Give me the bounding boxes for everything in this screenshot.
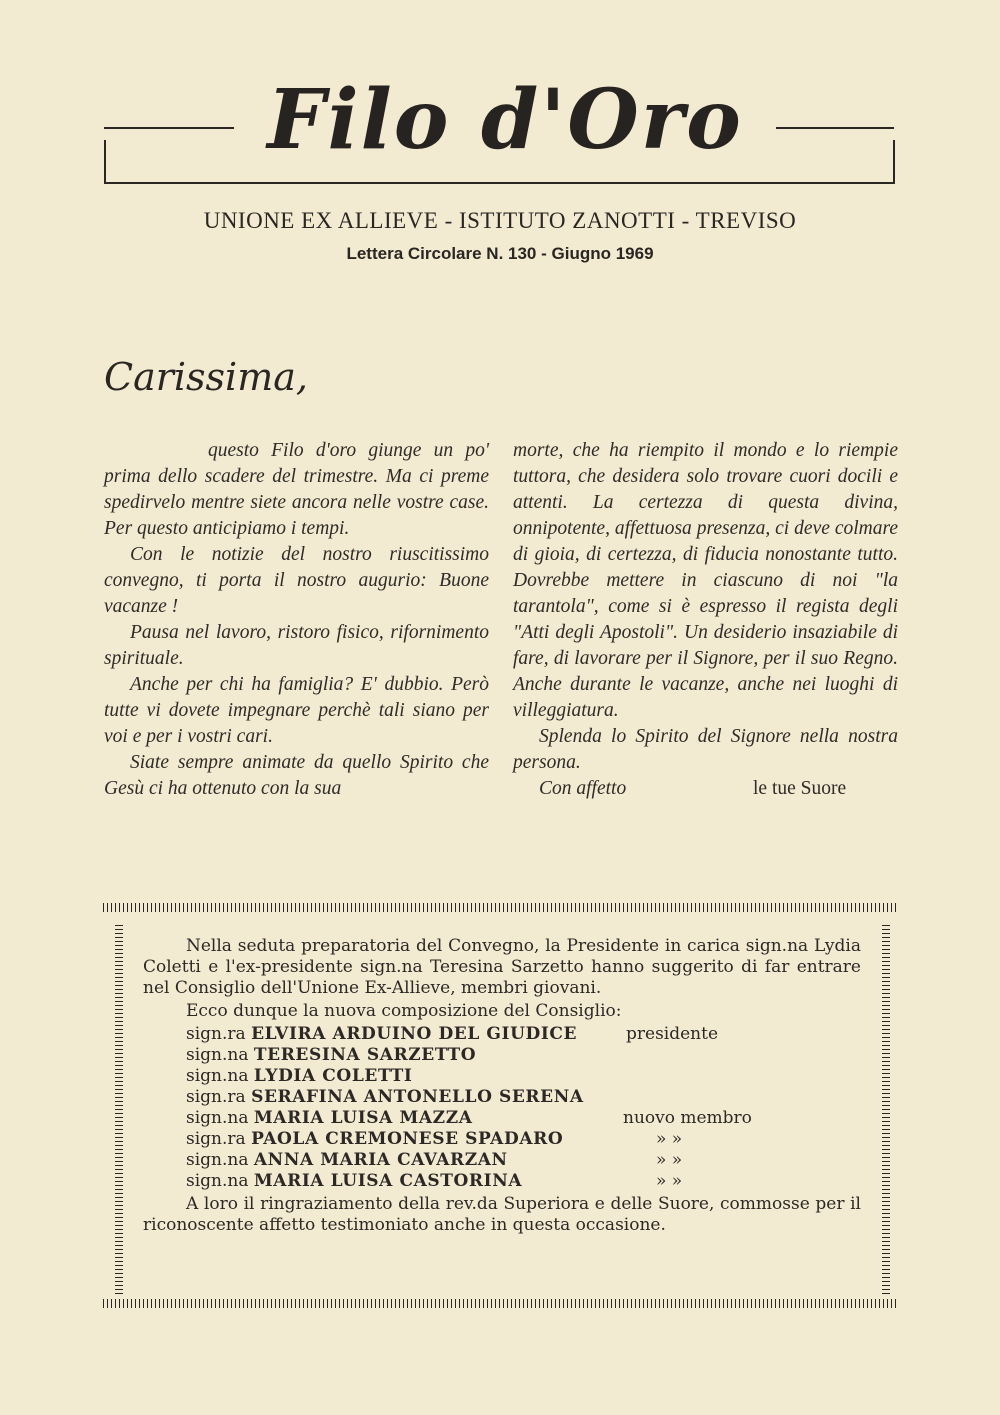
- notice-closing: A loro il ringraziamento della rev.da Superiora e delle Suore, commosse per il riconoscente affetto testimoniato anche in questa occasione.: [143, 1194, 861, 1235]
- council-member: [186, 1171, 861, 1192]
- letter-paragraph: Anche per chi ha famiglia? E' dubbio. Però tutte vi dovete impegnare perchè tali siano per voi e per i vostri cari.: [104, 674, 489, 747]
- member-title: sign.na: [186, 1150, 254, 1170]
- masthead-rule-bottom: [104, 182, 895, 184]
- notice-border-bottom: [103, 1299, 896, 1308]
- salutation: Carissima,: [104, 355, 308, 399]
- council-member: [186, 1129, 861, 1150]
- member-name: TERESINA SARZETTO: [253, 1045, 477, 1065]
- masthead-rule-right: [776, 127, 894, 129]
- masthead-frame-right: [893, 140, 895, 182]
- notice-intro: Nella seduta preparatoria del Convegno, la Presidente in carica sign.na Lydia Coletti e l'ex-presidente sign.na Teresina Sarzetto hanno suggerito di far entrare nel Consiglio dell'Unione Ex-Allieve, membri giovani.: [143, 936, 861, 998]
- letter-paragraph: Pausa nel lavoro, ristoro fisico, rifornimento spirituale.: [104, 622, 489, 669]
- member-name: SERAFINA ANTONELLO SERENA: [251, 1087, 584, 1107]
- closing-greeting: Con affetto: [539, 778, 627, 799]
- council-notice-box: [103, 903, 896, 1308]
- letter-paragraph: Splenda lo Spirito del Signore nella nostra persona.: [513, 726, 898, 773]
- member-title: sign.ra: [186, 1024, 252, 1044]
- council-member-list: [186, 1024, 861, 1192]
- council-member: [186, 1066, 861, 1087]
- notice-body: [143, 936, 861, 1236]
- member-title: sign.ra: [186, 1129, 252, 1149]
- notice-border-right: [882, 925, 890, 1295]
- member-title: sign.na: [186, 1066, 254, 1086]
- member-role: » »: [656, 1150, 683, 1170]
- member-name: ANNA MARIA CAVARZAN: [253, 1150, 508, 1170]
- letter-paragraph: Siate sempre animate da quello Spirito che Gesù ci ha ottenuto con la sua: [104, 752, 489, 799]
- member-name: PAOLA CREMONESE SPADARO: [251, 1129, 564, 1149]
- masthead-title: Filo d'Oro: [267, 72, 743, 168]
- council-member: [186, 1150, 861, 1171]
- notice-lead: Ecco dunque la nuova composizione del Consiglio:: [186, 1001, 622, 1021]
- masthead-frame-left: [104, 140, 106, 182]
- member-name: MARIA LUISA MAZZA: [253, 1108, 473, 1128]
- letter-paragraph: morte, che ha riempito il mondo e lo riempie tuttora, che desidera solo trovare cuori docili e attenti. La certezza di questa divina, onnipotente, affettuosa presenza, ci deve colmare di gioia, di certezza, di fiducia nonostante tutto. Dovrebbe mettere in ciascuno di noi "la tarantola", come si è espresso il regista degli "Atti degli Apostoli". Un desiderio insaziabile di fare, di lavorare per il Signore, per il suo Regno. Anche durante le vacanze, anche nei luoghi di villeggiatura.: [513, 440, 898, 721]
- member-role: » »: [656, 1129, 683, 1149]
- letter-paragraph: questo Filo d'oro giunge un po' prima dello scadere del trimestre. Ma ci preme spedirvelo mentre siete ancora nelle vostre case. Per questo anticipiamo i tempi.: [104, 440, 489, 539]
- council-member: [186, 1087, 861, 1108]
- member-role: » »: [656, 1171, 683, 1191]
- council-member: [186, 1024, 861, 1045]
- notice-border-top: [103, 903, 896, 912]
- member-title: sign.na: [186, 1045, 254, 1065]
- member-role: nuovo membro: [623, 1108, 752, 1128]
- member-title: sign.na: [186, 1108, 254, 1128]
- issue-line: Lettera Circolare N. 130 - Giugno 1969: [346, 244, 654, 263]
- signoff: [513, 776, 898, 802]
- organization-line: UNIONE EX ALLIEVE - ISTITUTO ZANOTTI - TREVISO: [203, 208, 797, 233]
- member-name: ELVIRA ARDUINO DEL GIUDICE: [251, 1024, 578, 1044]
- letter-column-left: [104, 438, 489, 802]
- masthead-rule-left: [104, 127, 234, 129]
- council-member: [186, 1108, 861, 1129]
- signature: le tue Suore: [753, 778, 847, 799]
- member-role: presidente: [626, 1024, 719, 1044]
- letter-column-right: [513, 438, 898, 802]
- letter-paragraph: Con le notizie del nostro riuscitissimo convegno, ti porta il nostro augurio: Buone vacanze !: [104, 544, 489, 617]
- member-name: LYDIA COLETTI: [253, 1066, 413, 1086]
- member-title: sign.ra: [186, 1087, 252, 1107]
- notice-border-left: [115, 925, 123, 1295]
- council-member: [186, 1045, 861, 1066]
- member-title: sign.na: [186, 1171, 254, 1191]
- member-name: MARIA LUISA CASTORINA: [253, 1171, 523, 1191]
